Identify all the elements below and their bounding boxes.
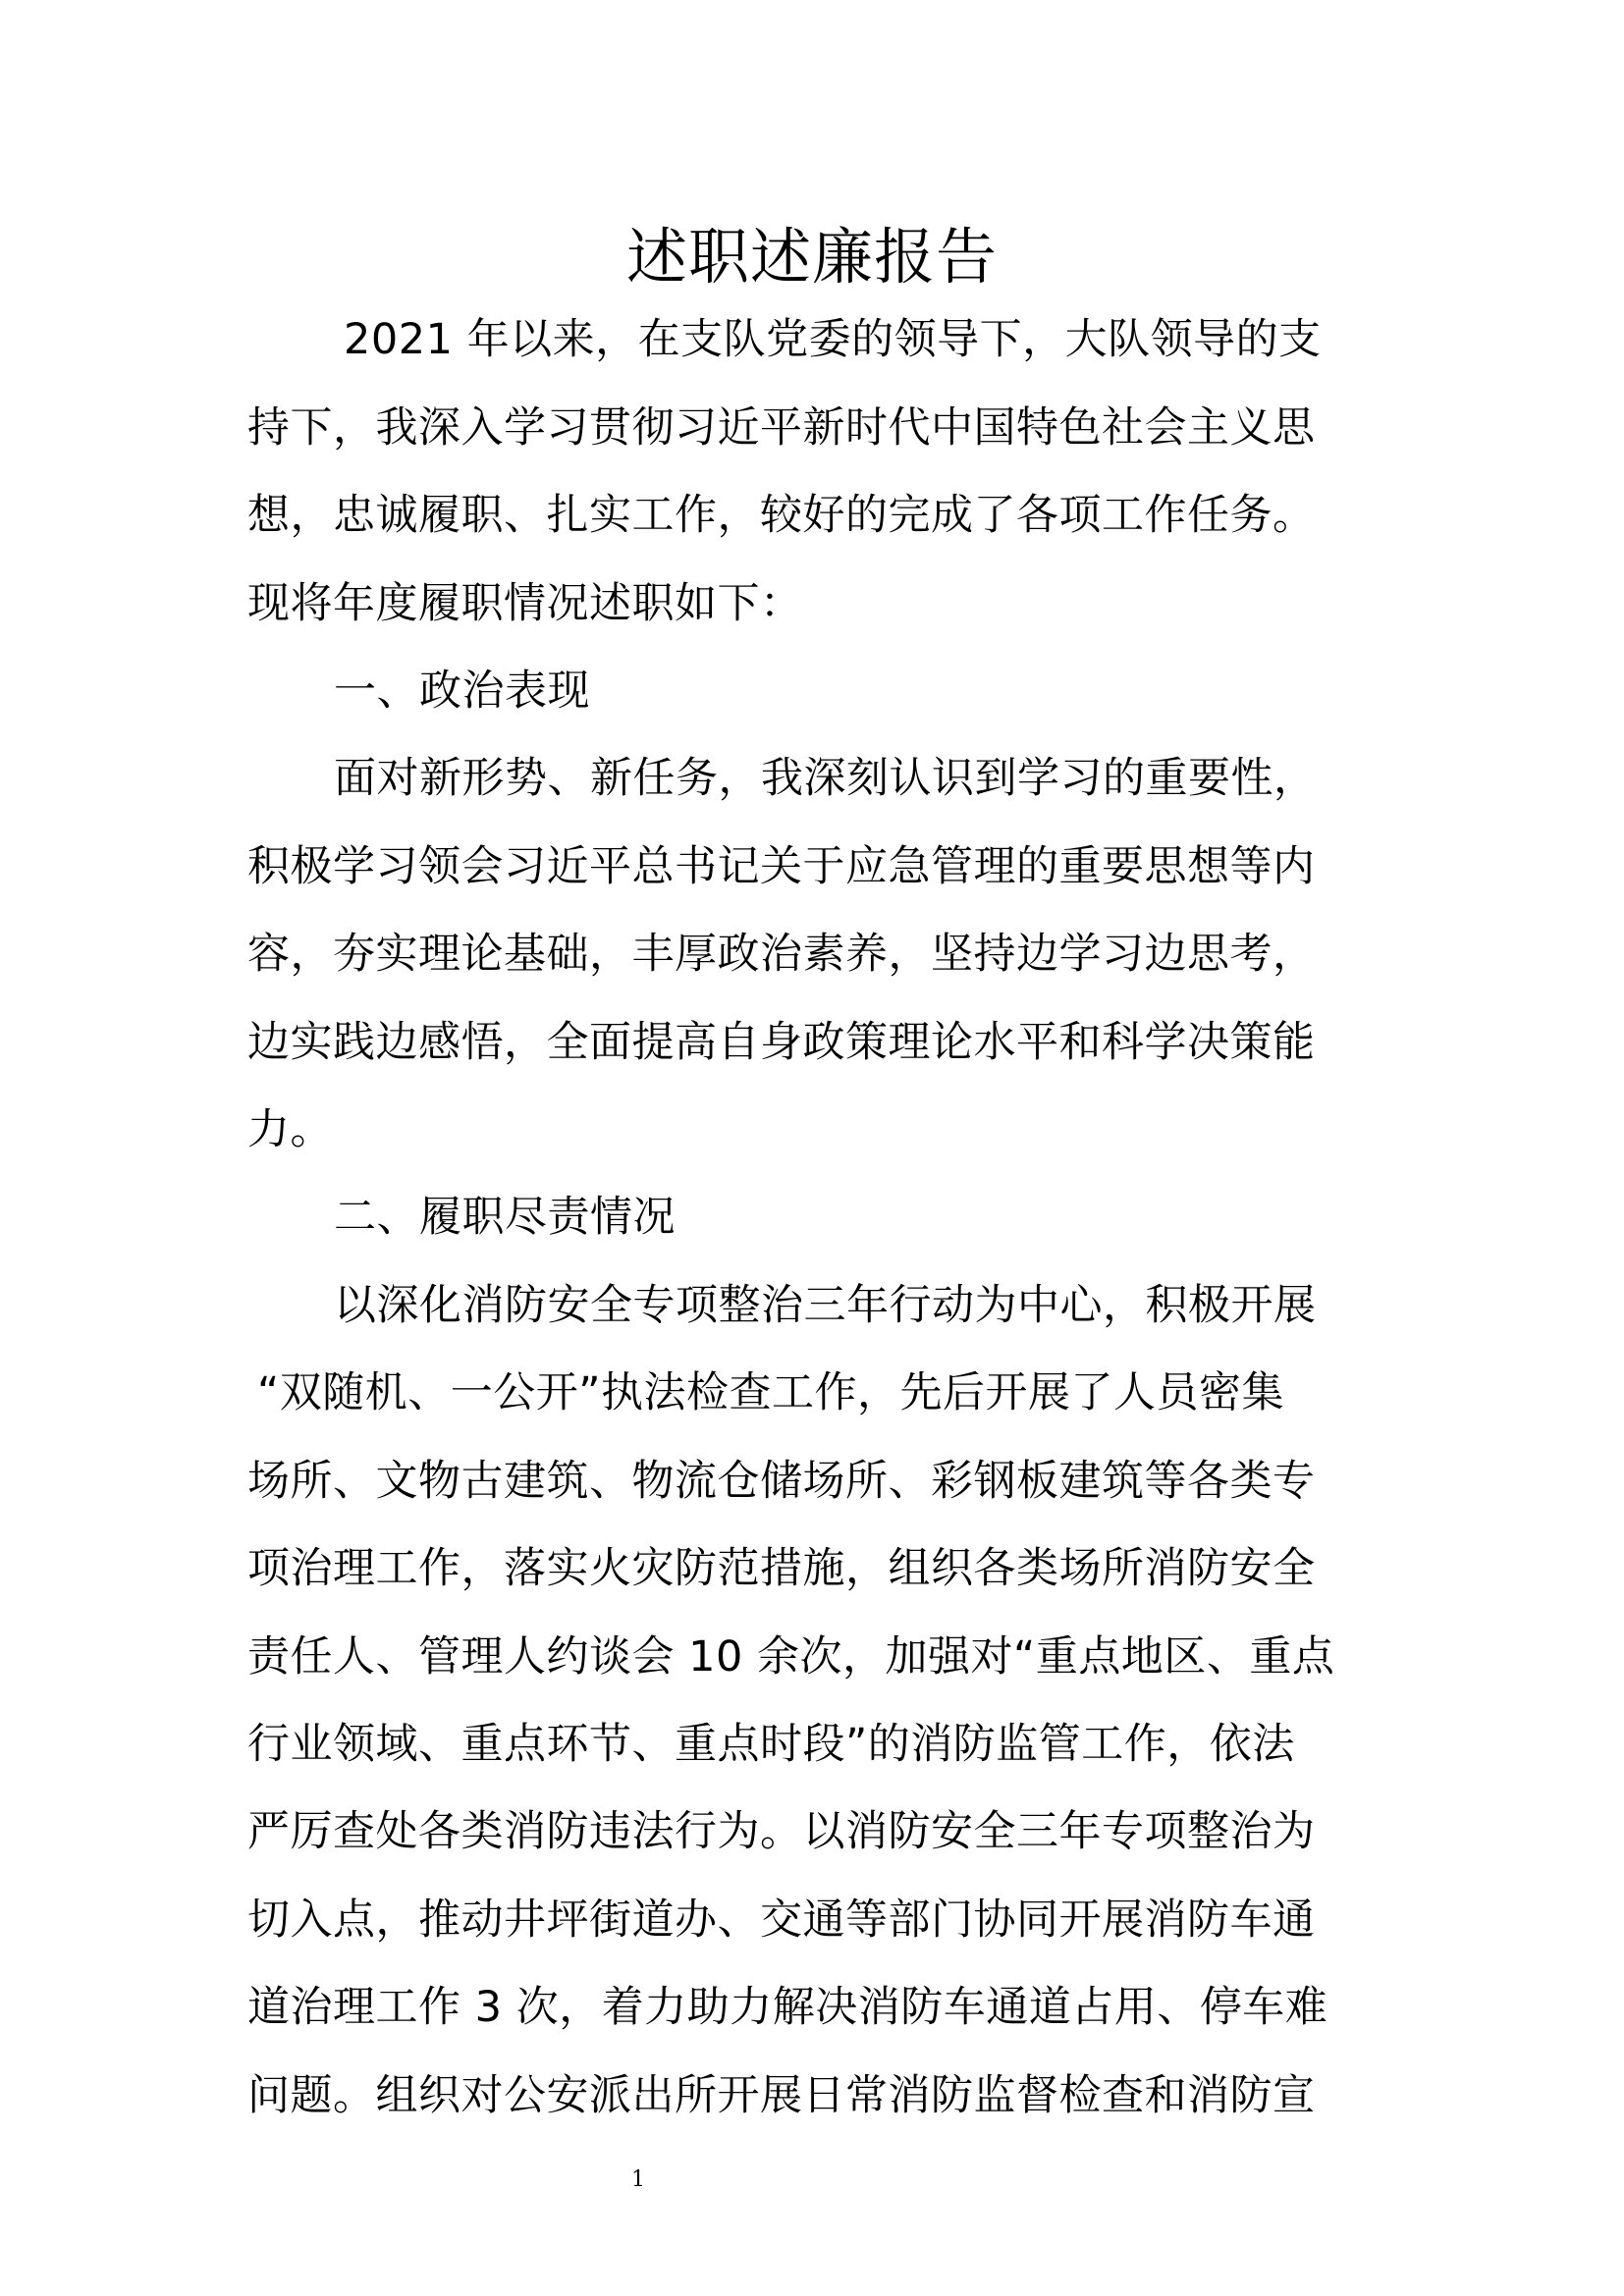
paragraph-line: 面对新形势、新任务，我深刻认识到学习的重要性， xyxy=(334,754,1317,803)
paragraph-line: 切入点，推动井坪街道办、交通等部门协同开展消防车通 xyxy=(247,1896,1316,1945)
paragraph-line: 想，忠诚履职、扎实工作，较好的完成了各项工作任务。 xyxy=(247,491,1316,540)
paragraph-line: 边实践边感悟，全面提高自身政策理论水平和科学决策能 xyxy=(247,1018,1316,1067)
paragraph-line: 场所、文物古建筑、物流仓储场所、彩钢板建筑等各类专 xyxy=(247,1457,1316,1506)
paragraph-line: 2021 年以来，在支队党委的领导下，大队领导的支 xyxy=(344,315,1322,364)
paragraph-line: 责任人、管理人约谈会 10 余次，加强对“重点地区、重点 xyxy=(247,1632,1335,1682)
paragraph-line: 现将年度履职情况述职如下： xyxy=(247,579,803,628)
paragraph-line: 项治理工作，落实火灾防范措施，组织各类场所消防安全 xyxy=(247,1544,1316,1593)
paragraph-line: 严厉查处各类消防违法行为。以消防安全三年专项整治为 xyxy=(247,1807,1316,1856)
paragraph-line: 道治理工作 3 次，着力助力解决消防车通道占用、停车难 xyxy=(247,1983,1328,2032)
paragraph-line: 问题。组织对公安派出所开展日常消防监督检查和消防宣 xyxy=(247,2071,1316,2120)
page-title: 述职述廉报告 xyxy=(625,221,998,293)
section-heading: 二、履职尽责情况 xyxy=(334,1193,676,1242)
paragraph-line: 行业领域、重点环节、重点时段”的消防监管工作，依法 xyxy=(247,1720,1295,1769)
paragraph-line: 积极学习领会习近平总书记关于应急管理的重要思想等内 xyxy=(247,842,1316,891)
paragraph-line: 以深化消防安全专项整治三年行动为中心，积极开展 xyxy=(334,1281,1317,1330)
paragraph-line: 力。 xyxy=(247,1105,333,1154)
paragraph-line: 容，夯实理论基础，丰厚政治素养，坚持边学习边思考， xyxy=(247,930,1316,979)
page-number: 1 xyxy=(631,2167,645,2192)
paragraph-line: “双随机、一公开”执法检查工作，先后开展了人员密集 xyxy=(257,1368,1285,1417)
paragraph-line: 持下，我深入学习贯彻习近平新时代中国特色社会主义思 xyxy=(247,403,1316,453)
section-heading: 一、政治表现 xyxy=(334,667,590,716)
